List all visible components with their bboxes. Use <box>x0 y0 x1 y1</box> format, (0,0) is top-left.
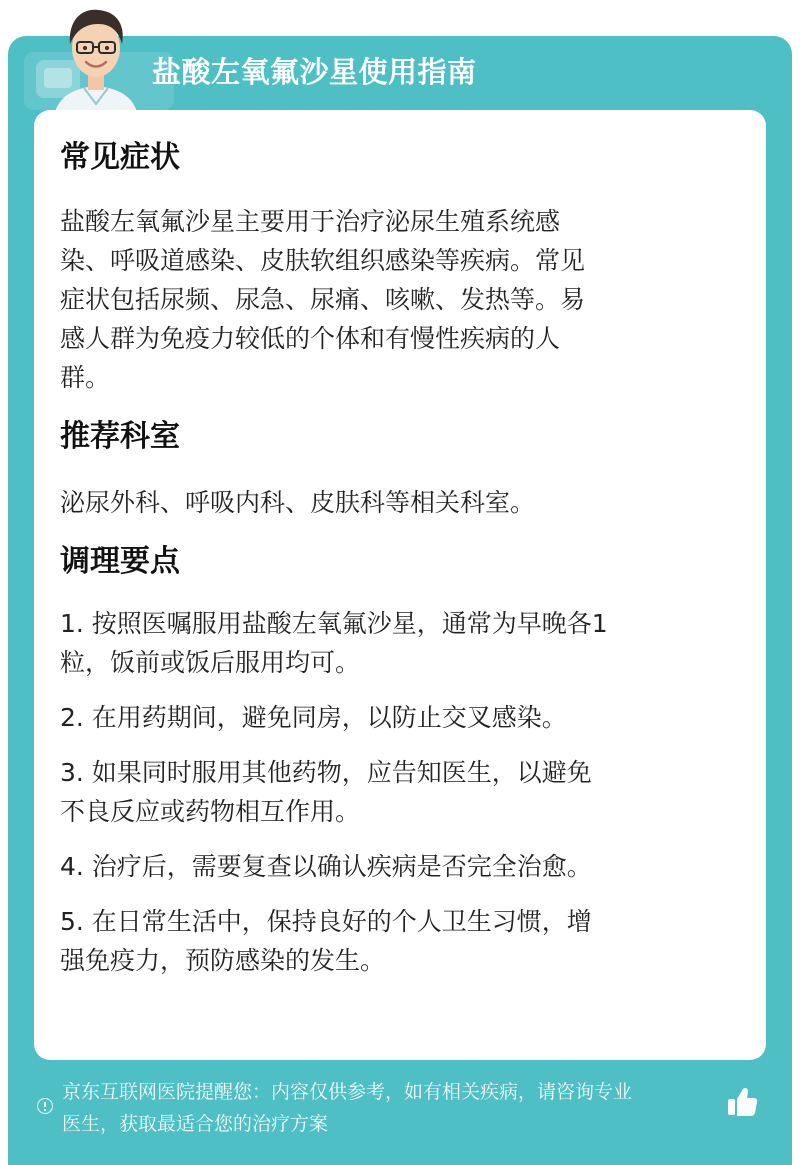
thumbs-up-icon[interactable] <box>724 1084 760 1120</box>
list-item-line: 强免疫力，预防感染的发生。 <box>60 946 386 975</box>
department-text: 泌尿外科、呼吸内科、皮肤科等相关科室。 <box>60 488 536 517</box>
footer-disclaimer <box>62 1076 726 1140</box>
list-item-line: 不良反应或药物相互作用。 <box>60 797 361 826</box>
list-item-line: 1. 按照医嘱服用盐酸左氧氟沙星，通常为早晚各1 <box>60 609 608 638</box>
content-area <box>60 110 730 980</box>
info-icon <box>37 1098 53 1114</box>
doctor-avatar <box>40 0 152 116</box>
list-item <box>60 698 730 737</box>
care-list <box>60 604 730 980</box>
symptoms-line: 盐酸左氧氟沙星主要用于治疗泌尿生殖系统感 <box>60 207 561 236</box>
symptoms-paragraph <box>60 202 730 397</box>
list-item-line: 粒，饭前或饭后服用均可。 <box>60 648 361 677</box>
symptoms-line: 感人群为免疫力较低的个体和有慢性疾病的人 <box>60 324 561 353</box>
list-item <box>60 753 730 831</box>
section-title-symptoms: 常见症状 <box>60 140 180 175</box>
list-item <box>60 902 730 980</box>
section-title-care: 调理要点 <box>60 544 180 579</box>
list-item-line: 4. 治疗后，需要复查以确认疾病是否完全治愈。 <box>60 852 592 881</box>
list-item-line: 2. 在用药期间，避免同房，以防止交叉感染。 <box>60 703 567 732</box>
symptoms-line: 群。 <box>60 363 111 392</box>
list-item <box>60 847 730 886</box>
list-item-line: 3. 如果同时服用其他药物，应告知医生，以避免 <box>60 758 592 787</box>
section-title-department: 推荐科室 <box>60 419 180 454</box>
page-title: 盐酸左氧氟沙星使用指南 <box>152 55 477 89</box>
list-item-line: 5. 在日常生活中，保持良好的个人卫生习惯，增 <box>60 907 592 936</box>
symptoms-line: 症状包括尿频、尿急、尿痛、咳嗽、发热等。易 <box>60 285 586 314</box>
symptoms-line: 染、呼吸道感染、皮肤软组织感染等疾病。常见 <box>60 246 586 275</box>
list-item <box>60 604 730 682</box>
footer-line: 医生，获取最适合您的治疗方案 <box>62 1113 329 1135</box>
footer-line: 京东互联网医院提醒您：内容仅供参考，如有相关疾病，请咨询专业 <box>62 1081 633 1103</box>
